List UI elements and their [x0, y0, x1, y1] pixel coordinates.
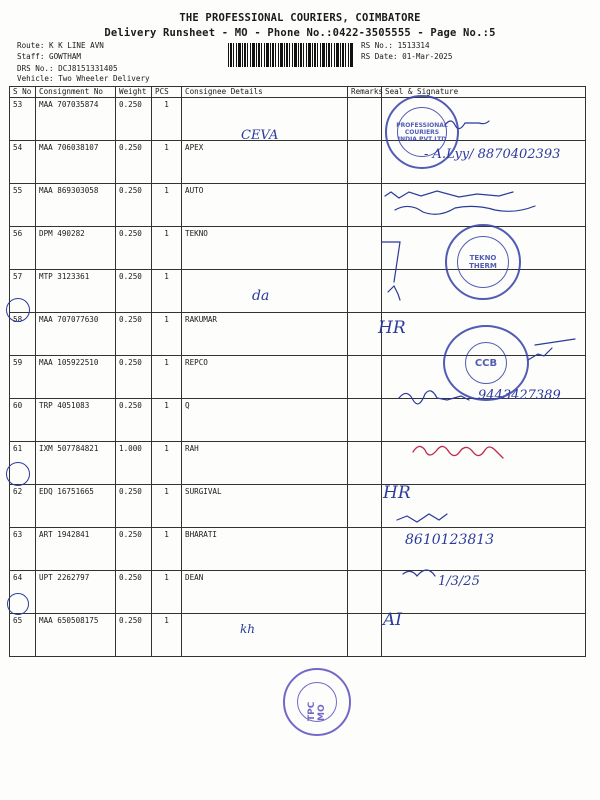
cell-pcs: 1: [152, 571, 182, 614]
handwriting-note-58: da: [252, 288, 270, 304]
company-stamp-text: PROFESSIONAL COURIERS INDIA PVT LTD: [396, 121, 448, 143]
cell-sno: 54: [10, 141, 36, 184]
cell-consignment: TRP 4051083: [36, 399, 116, 442]
cell-pcs: 1: [152, 528, 182, 571]
table-row: [10, 98, 586, 141]
cell-seal-signature: [382, 184, 586, 227]
tpc-stamp: [283, 668, 351, 736]
cell-seal-signature: [382, 614, 586, 657]
cell-consignment: MAA 707035874: [36, 98, 116, 141]
handwriting-ceva: CEVA: [241, 128, 279, 143]
repco-stamp: [443, 325, 529, 401]
table-row: [10, 485, 586, 528]
table-header-row: [10, 87, 586, 98]
vehicle: Vehicle: Two Wheeler Delivery: [17, 74, 150, 83]
cell-consignment: IXM 507784821: [36, 442, 116, 485]
cell-remarks: [348, 98, 382, 141]
cell-consignee: RAKUMAR: [182, 313, 348, 356]
cell-pcs: 1: [152, 313, 182, 356]
table-row: [10, 442, 586, 485]
cell-consignee: REPCO: [182, 356, 348, 399]
cell-remarks: [348, 528, 382, 571]
cell-remarks: [348, 399, 382, 442]
handwriting-phone-54: - A.Lyy/ 8870402393: [424, 147, 561, 162]
cell-weight: 0.250: [116, 356, 152, 399]
cell-seal-signature: [382, 442, 586, 485]
cell-pcs: 1: [152, 184, 182, 227]
cell-consignment: MAA 707077630: [36, 313, 116, 356]
cell-pcs: 1: [152, 356, 182, 399]
cell-sno: 56: [10, 227, 36, 270]
handwriting-phone-63: 8610123813: [405, 532, 495, 548]
cell-remarks: [348, 184, 382, 227]
cell-consignment: UPT 2262797: [36, 571, 116, 614]
cell-sno: 65: [10, 614, 36, 657]
handwriting-hr-58: HR: [378, 318, 406, 338]
cell-consignee: Q: [182, 399, 348, 442]
cell-weight: 0.250: [116, 227, 152, 270]
cell-remarks: [348, 270, 382, 313]
cell-consignment: MAA 650508175: [36, 614, 116, 657]
cell-sno: 57: [10, 270, 36, 313]
tpc-stamp-text: TPC MO: [307, 701, 327, 721]
col-weight: Weight: [116, 87, 152, 98]
cell-consignment: MTP 3123361: [36, 270, 116, 313]
tekno-stamp: [445, 224, 521, 300]
handwriting-note-65: kh: [240, 622, 255, 636]
cell-remarks: [348, 571, 382, 614]
cell-remarks: [348, 356, 382, 399]
cell-weight: 0.250: [116, 141, 152, 184]
cell-consignment: MAA 869303058: [36, 184, 116, 227]
circle-mark-58: [6, 298, 30, 322]
sheet-subtitle: Delivery Runsheet - MO - Phone No.:0422-3505555 - Page No.:5: [104, 27, 496, 39]
cell-pcs: 1: [152, 399, 182, 442]
cell-weight: 0.250: [116, 485, 152, 528]
table-row: [10, 184, 586, 227]
cell-consignment: DPM 490282: [36, 227, 116, 270]
cell-seal-signature: [382, 571, 586, 614]
cell-weight: 0.250: [116, 571, 152, 614]
cell-pcs: 1: [152, 614, 182, 657]
col-sno: S No: [10, 87, 36, 98]
col-consignee: Consignee Details: [182, 87, 348, 98]
sheet-title: THE PROFESSIONAL COURIERS, COIMBATORE: [179, 12, 421, 24]
handwriting-hr-62: HR: [383, 483, 411, 503]
cell-weight: 0.250: [116, 98, 152, 141]
company-stamp-top: [385, 95, 459, 169]
cell-sno: 58: [10, 313, 36, 356]
cell-consignee: BHARATI: [182, 528, 348, 571]
cell-pcs: 1: [152, 227, 182, 270]
cell-sno: 59: [10, 356, 36, 399]
cell-weight: 1.000: [116, 442, 152, 485]
cell-consignment: MAA 105922510: [36, 356, 116, 399]
cell-remarks: [348, 614, 382, 657]
cell-remarks: [348, 141, 382, 184]
cell-weight: 0.250: [116, 614, 152, 657]
rs-number: RS No.: 1513314: [361, 41, 430, 50]
cell-seal-signature: [382, 399, 586, 442]
cell-pcs: 1: [152, 98, 182, 141]
cell-weight: 0.250: [116, 313, 152, 356]
col-consignment: Consignment No: [36, 87, 116, 98]
table-row: [10, 528, 586, 571]
col-remarks: Remarks: [348, 87, 382, 98]
handwriting-date-64: 1/3/25: [438, 574, 480, 589]
cell-remarks: [348, 485, 382, 528]
cell-consignment: ART 1942841: [36, 528, 116, 571]
drs-number: DRS No.: DCJ8151331405: [17, 64, 118, 73]
cell-weight: 0.250: [116, 399, 152, 442]
cell-sno: 64: [10, 571, 36, 614]
cell-sno: 62: [10, 485, 36, 528]
handwriting-ai-65: AI: [383, 610, 402, 630]
cell-sno: 63: [10, 528, 36, 571]
cell-weight: 0.250: [116, 528, 152, 571]
table-row: [10, 614, 586, 657]
cell-consignee: SURGIVAL: [182, 485, 348, 528]
cell-remarks: [348, 442, 382, 485]
cell-pcs: 1: [152, 270, 182, 313]
cell-remarks: [348, 227, 382, 270]
cell-sno: 53: [10, 98, 36, 141]
repco-stamp-center: CCB: [474, 357, 498, 369]
cell-consignee: RAH: [182, 442, 348, 485]
cell-sno: 60: [10, 399, 36, 442]
cell-consignee: APEX: [182, 141, 348, 184]
cell-weight: 0.250: [116, 184, 152, 227]
circle-mark-62: [6, 462, 30, 486]
cell-pcs: 1: [152, 141, 182, 184]
col-seal-signature: Seal & Signature: [382, 87, 586, 98]
cell-consignment: EDQ 16751665: [36, 485, 116, 528]
table-row: [10, 571, 586, 614]
cell-sno: 61: [10, 442, 36, 485]
cell-sno: 55: [10, 184, 36, 227]
col-pcs: PCS: [152, 87, 182, 98]
cell-pcs: 1: [152, 442, 182, 485]
rs-date: RS Date: 01-Mar-2025: [361, 52, 453, 61]
cell-consignee: TEKNO: [182, 227, 348, 270]
handwriting-phone-60: 9443427389: [478, 388, 561, 403]
cell-consignee: DEAN: [182, 571, 348, 614]
cell-weight: 0.250: [116, 270, 152, 313]
table-row: [10, 399, 586, 442]
circle-mark-65: [7, 593, 29, 615]
cell-consignee: AUTO: [182, 184, 348, 227]
cell-remarks: [348, 313, 382, 356]
tekno-stamp-text: TEKNO THERM: [469, 254, 497, 270]
cell-consignee: [182, 614, 348, 657]
barcode: [228, 43, 354, 67]
cell-pcs: 1: [152, 485, 182, 528]
route: Route: K K LINE AVN: [17, 41, 104, 50]
staff: Staff: GOWTHAM: [17, 52, 82, 61]
cell-consignment: MAA 706038107: [36, 141, 116, 184]
cell-seal-signature: [382, 485, 586, 528]
